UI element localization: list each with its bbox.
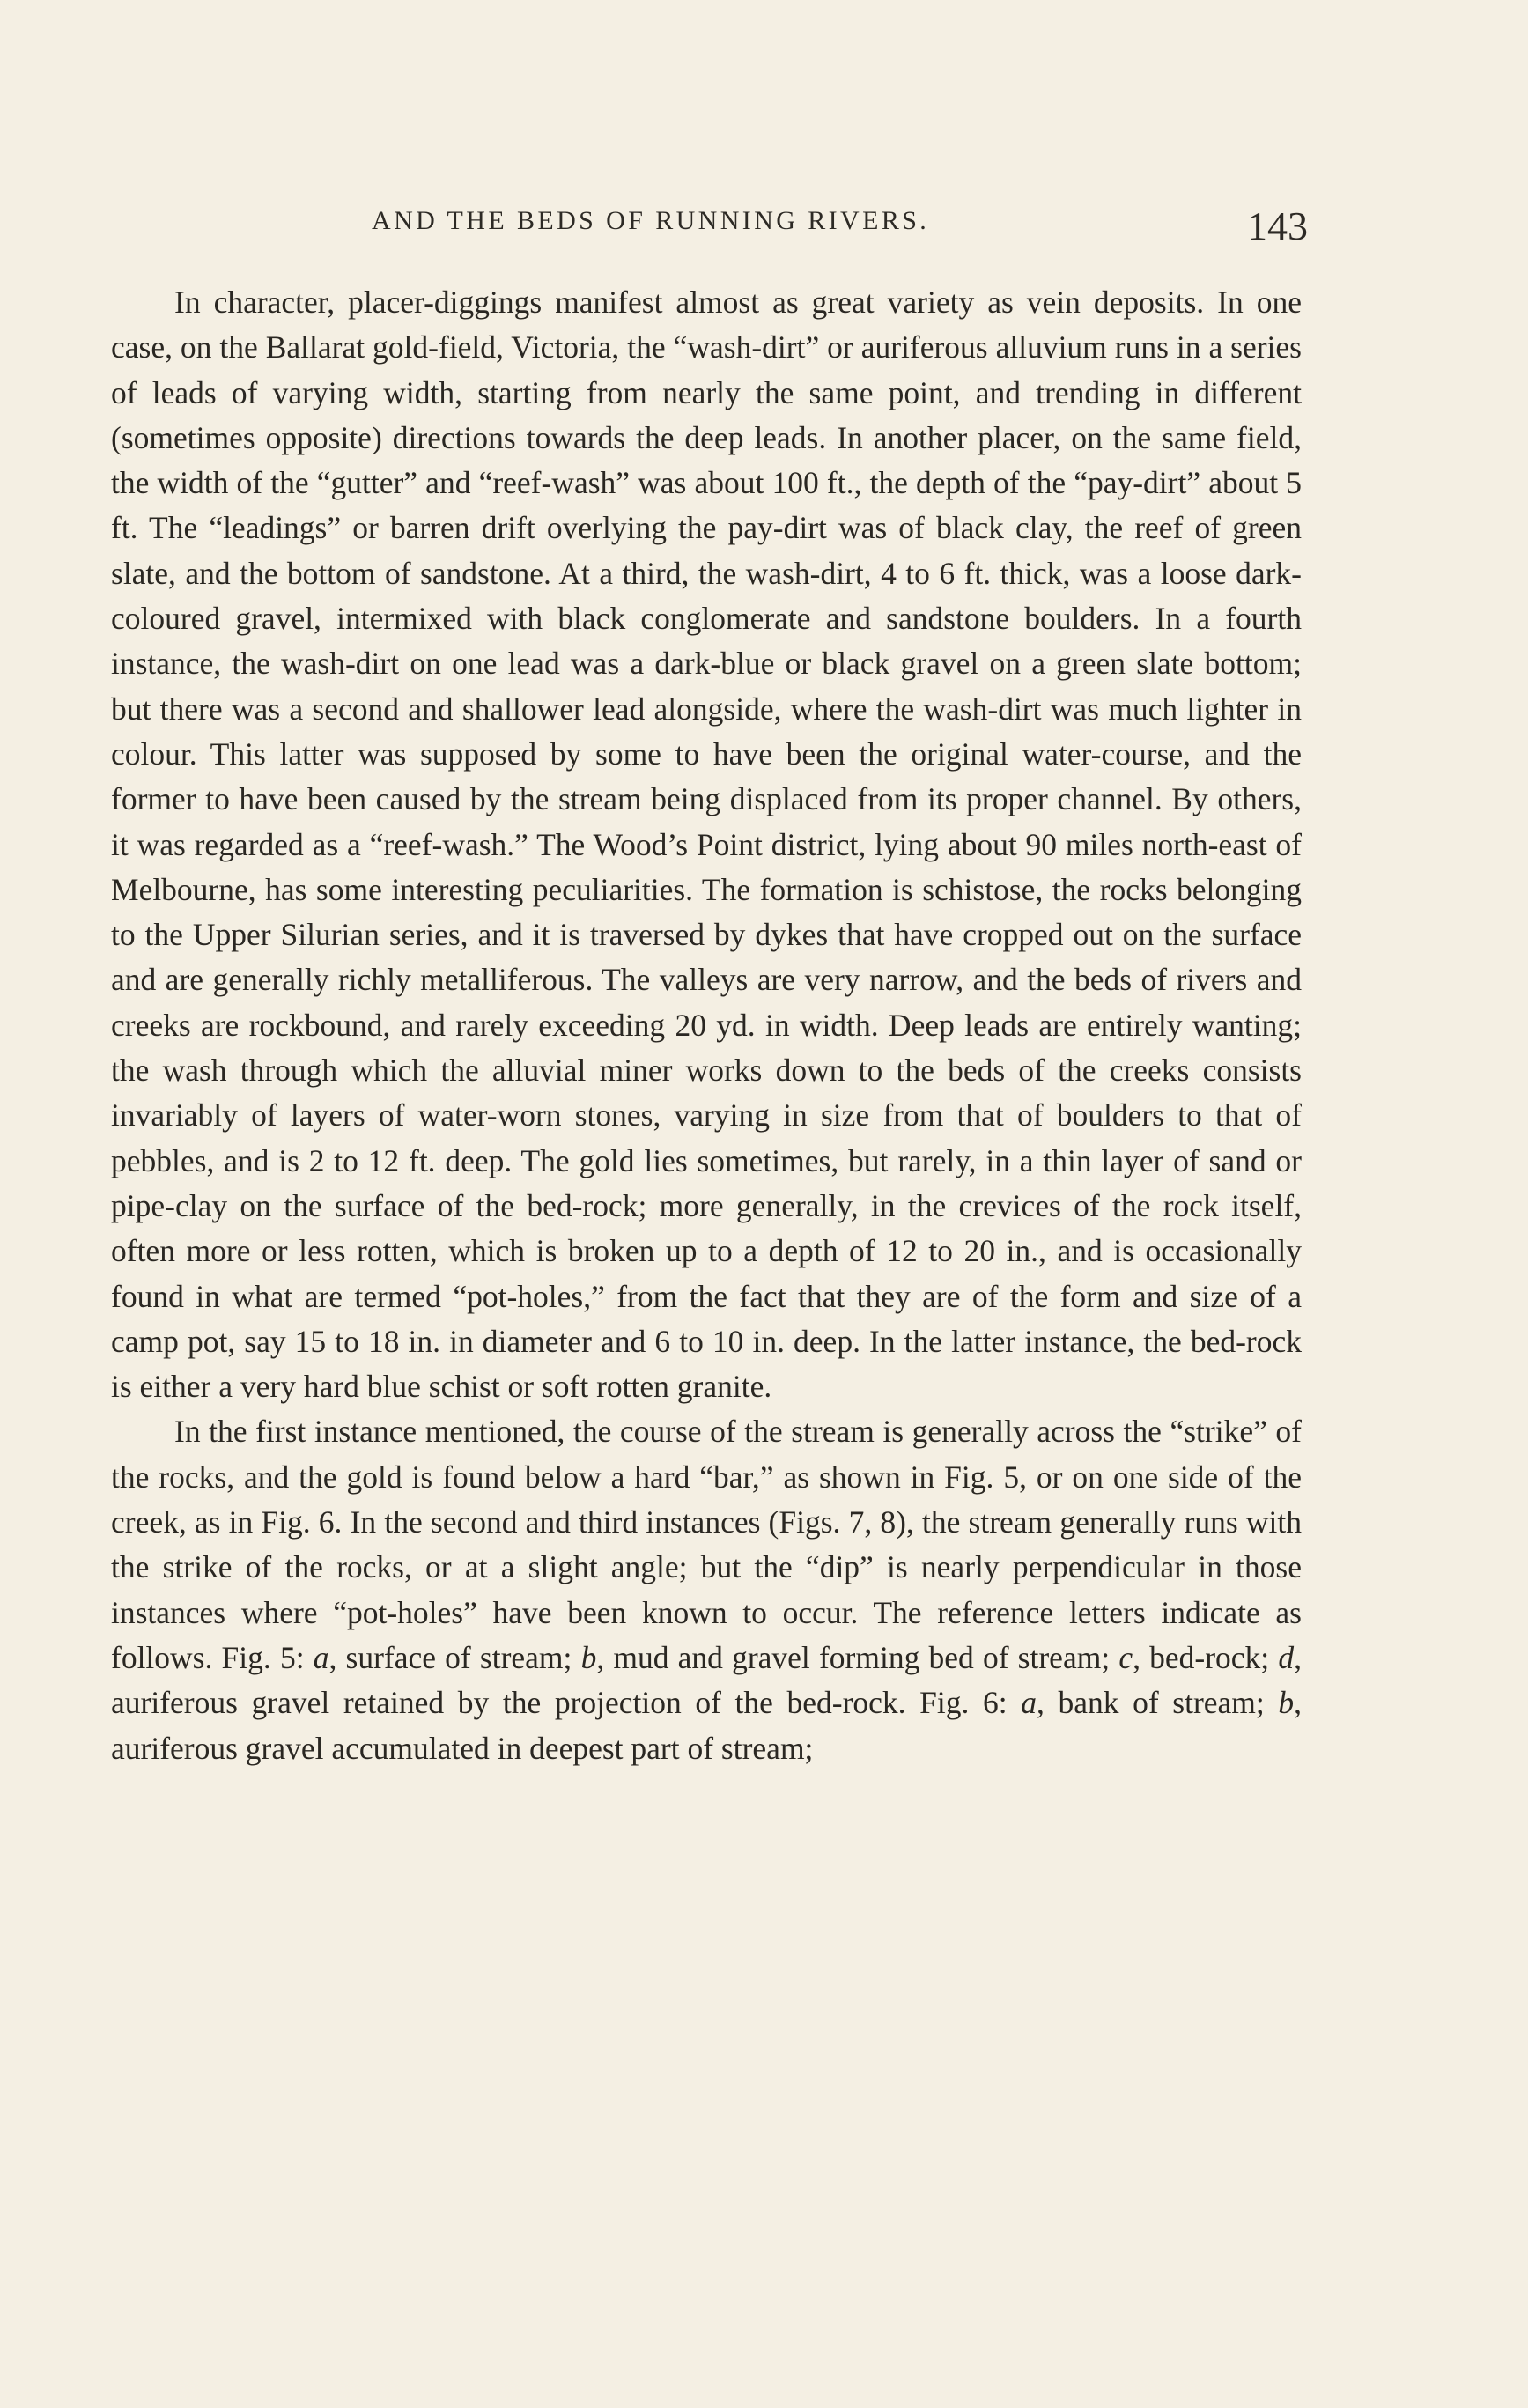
ref-letter: d <box>1278 1639 1295 1675</box>
paragraph-1: In character, placer-diggings manifest almost as great variety as vein deposits. In one case, on the Ballarat gold-field, Victoria, the “wash-dirt” or auriferous alluvium runs in a series of leads of varying width, starting from nearly the same point, and trending in different (sometimes opposite) directions towards the deep leads. In another placer, on the same field, the width of the “gutter” and “reef-wash” was about 100 ft., the depth of the “pay-dirt” about 5 ft. The “leadings” or barren drift overlying the pay-dirt was of black clay, the reef of green slate, and the bottom of sandstone. At a third, the wash-dirt, 4 to 6 ft. thick, was a loose dark-coloured gravel, intermixed with black conglomerate and sandstone boulders. In a fourth instance, the wash-dirt on one lead was a dark-blue or black gravel on a green slate bottom; but there was a second and shallower lead alongside, where the wash-dirt was much lighter in colour. This latter was supposed by some to have been the original water-course, and the former to have been caused by the stream being displaced from its proper channel. By others, it was regarded as a “reef-wash.” The Wood’s Point district, lying about 90 miles north-east of Melbourne, has some interesting peculiarities. The formation is schistose, the rocks belonging to the Upper Silurian series, and it is traversed by dykes that have cropped out on the surface and are generally richly metalliferous. The valleys are very narrow, and the beds of rivers and creeks are rockbound, and rarely exceeding 20 yd. in width. Deep leads are entirely wanting; the wash through which the alluvial miner works down to the beds of the creeks consists invariably of layers of water-worn stones, varying in size from that of boulders to that of pebbles, and is 2 to 12 ft. deep. The gold lies sometimes, but rarely, in a thin layer of sand or pipe-clay on the surface of the bed-rock; more generally, in the crevices of the rock itself, often more or less rotten, which is broken up to a depth of 12 to 20 in., and is occasionally found in what are termed “pot-holes,” from the fact that they are of the form and size of a camp pot, say 15 to 18 in. in diameter and 6 to 10 in. deep. In the latter instance, the bed-rock is either a very hard blue schist or soft rotten granite. <box>111 284 1302 1405</box>
page-number: 143 <box>1247 203 1308 248</box>
ref-letter: b <box>1278 1685 1295 1721</box>
ref-letter: b <box>580 1639 597 1675</box>
paragraph-2 <box>111 1409 1302 1770</box>
ref-desc: , bed-rock; <box>1133 1639 1270 1675</box>
body-text <box>111 280 1302 1771</box>
ref-desc: , auriferous gravel accumulated in deepest part of stream; <box>111 1685 1302 1766</box>
ref-letter: a <box>1021 1685 1037 1721</box>
running-head: AND THE BEDS OF RUNNING RIVERS. <box>372 206 930 235</box>
paragraph-2-lead: In the first instance mentioned, the course of the stream is generally across the “strike” of the rocks, and the gold is found below a hard “bar,” as shown in Fig. 5, or on one side of the creek, as in Fig. 6. In the second and third instances (Figs. 7, 8), the stream generally runs with the strike of the rocks, or at a slight angle; but the “dip” is nearly perpendicular in those instances where “pot-holes” have been known to occur. The reference letters indicate as follows. Fig. 5: <box>111 1414 1302 1675</box>
ref-desc: , surface of stream; <box>328 1639 572 1675</box>
ref-desc: , bank of stream; <box>1036 1685 1265 1721</box>
ref-letter: a <box>313 1639 329 1675</box>
ref-desc: , mud and gravel forming bed of stream; <box>596 1639 1111 1675</box>
ref-letter: c <box>1118 1639 1133 1675</box>
page-header <box>114 196 1308 266</box>
ref-desc: , auriferous gravel retained by the projection of the bed-rock. Fig. 6: <box>111 1639 1302 1721</box>
